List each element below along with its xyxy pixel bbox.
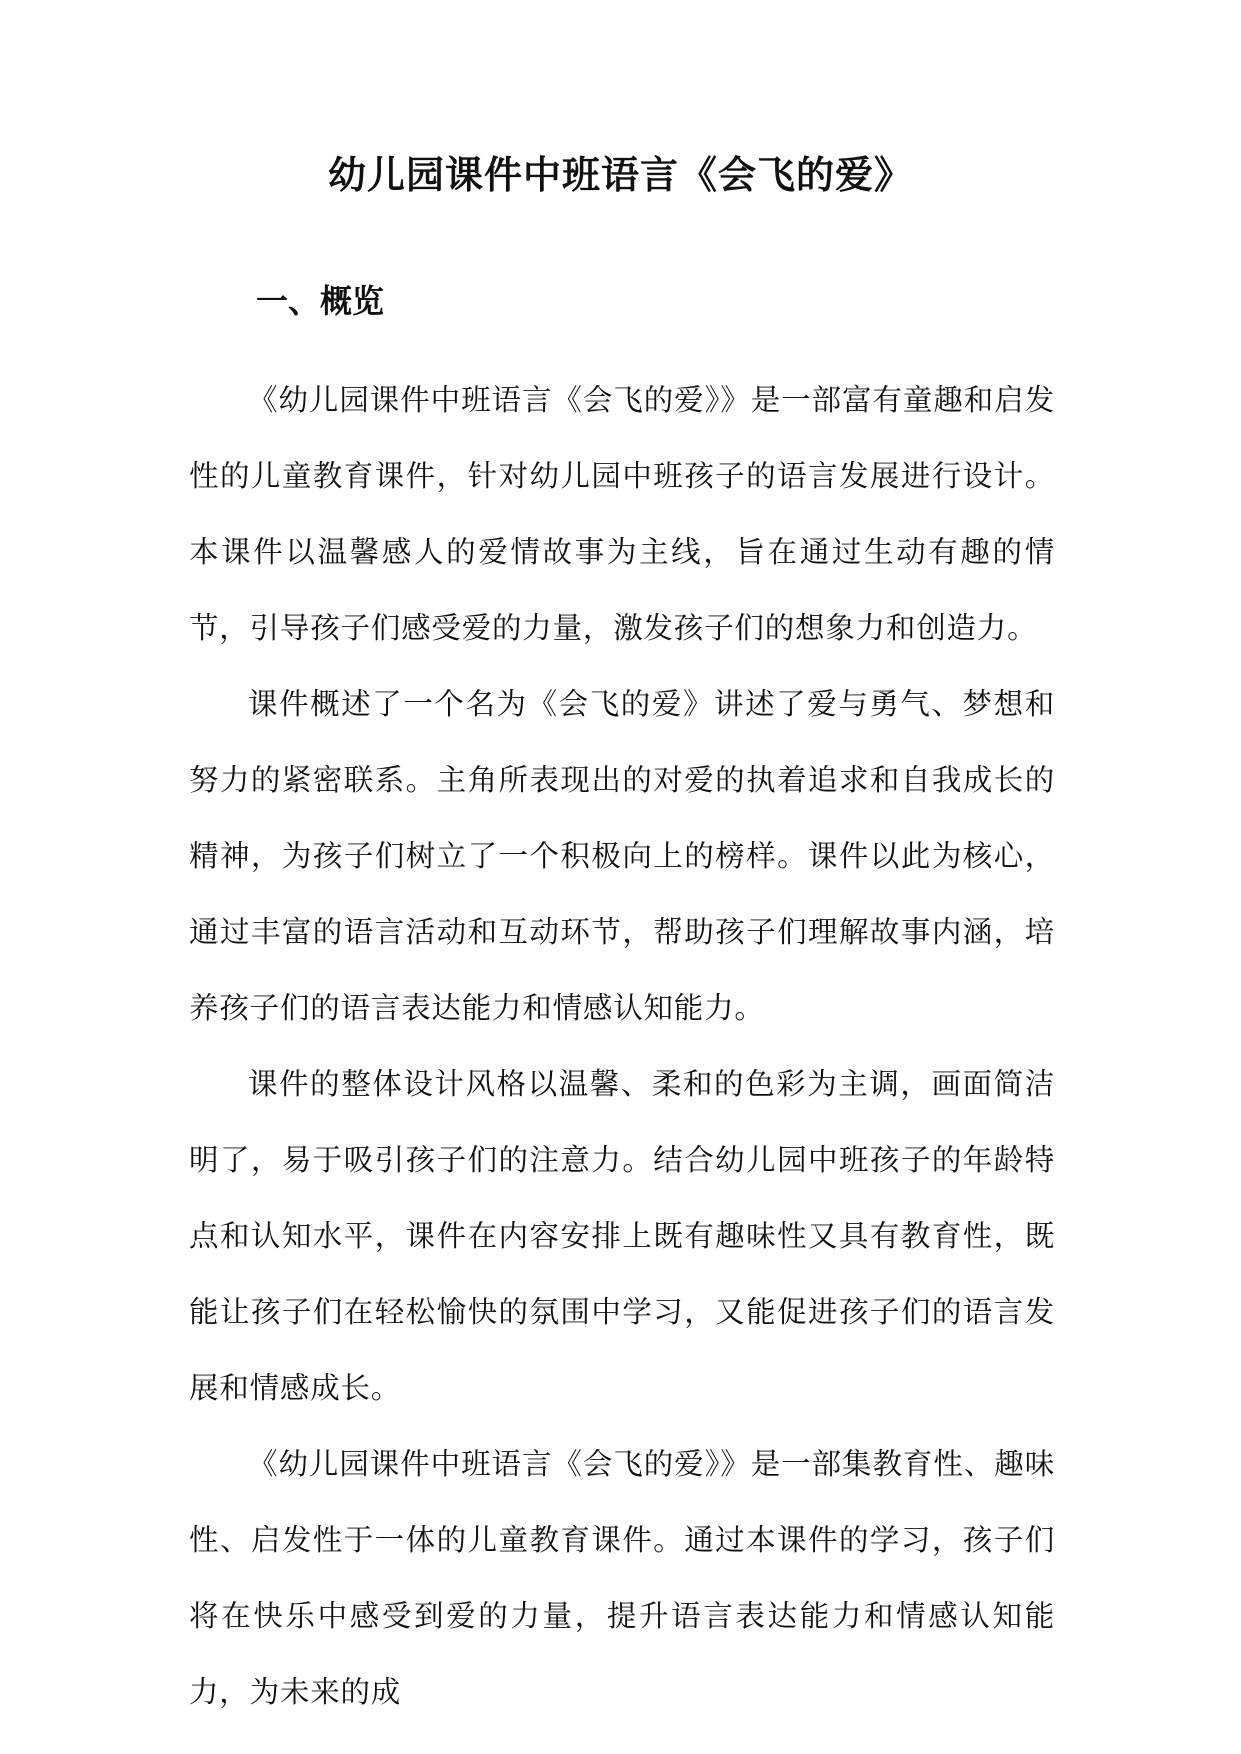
- document-body: [189, 362, 1055, 1730]
- paragraph: 《幼儿园课件中班语言《会飞的爱》》是一部富有童趣和启发性的儿童教育课件，针对幼儿园中班孩子的语言发展进行设计。本课件以温馨感人的爱情故事为主线，旨在通过生动有趣的情节，引导孩子们感受爱的力量，激发孩子们的想象力和创造力。: [189, 383, 1055, 645]
- paragraph: 课件概述了一个名为《会飞的爱》讲述了爱与勇气、梦想和努力的紧密联系。主角所表现出的对爱的执着追求和自我成长的精神，为孩子们树立了一个积极向上的榜样。课件以此为核心，通过丰富的语言活动和互动环节，帮助孩子们理解故事内涵，培养孩子们的语言表达能力和情感认知能力。: [189, 687, 1055, 1025]
- section-heading: 一、概览: [256, 282, 385, 320]
- paragraph: 课件的整体设计风格以温馨、柔和的色彩为主调，画面简洁明了，易于吸引孩子们的注意力。结合幼儿园中班孩子的年龄特点和认知水平，课件在内容安排上既有趣味性又具有教育性，既能让孩子们在轻松愉快的氛围中学习，又能促进孩子们的语言发展和情感成长。: [189, 1067, 1055, 1405]
- page-title: 幼儿园课件中班语言《会飞的爱》: [327, 153, 913, 197]
- paragraph: 《幼儿园课件中班语言《会飞的爱》》是一部集教育性、趣味性、启发性于一体的儿童教育课件。通过本课件的学习，孩子们将在快乐中感受到爱的力量，提升语言表达能力和情感认知能力，为未来的成: [189, 1447, 1055, 1709]
